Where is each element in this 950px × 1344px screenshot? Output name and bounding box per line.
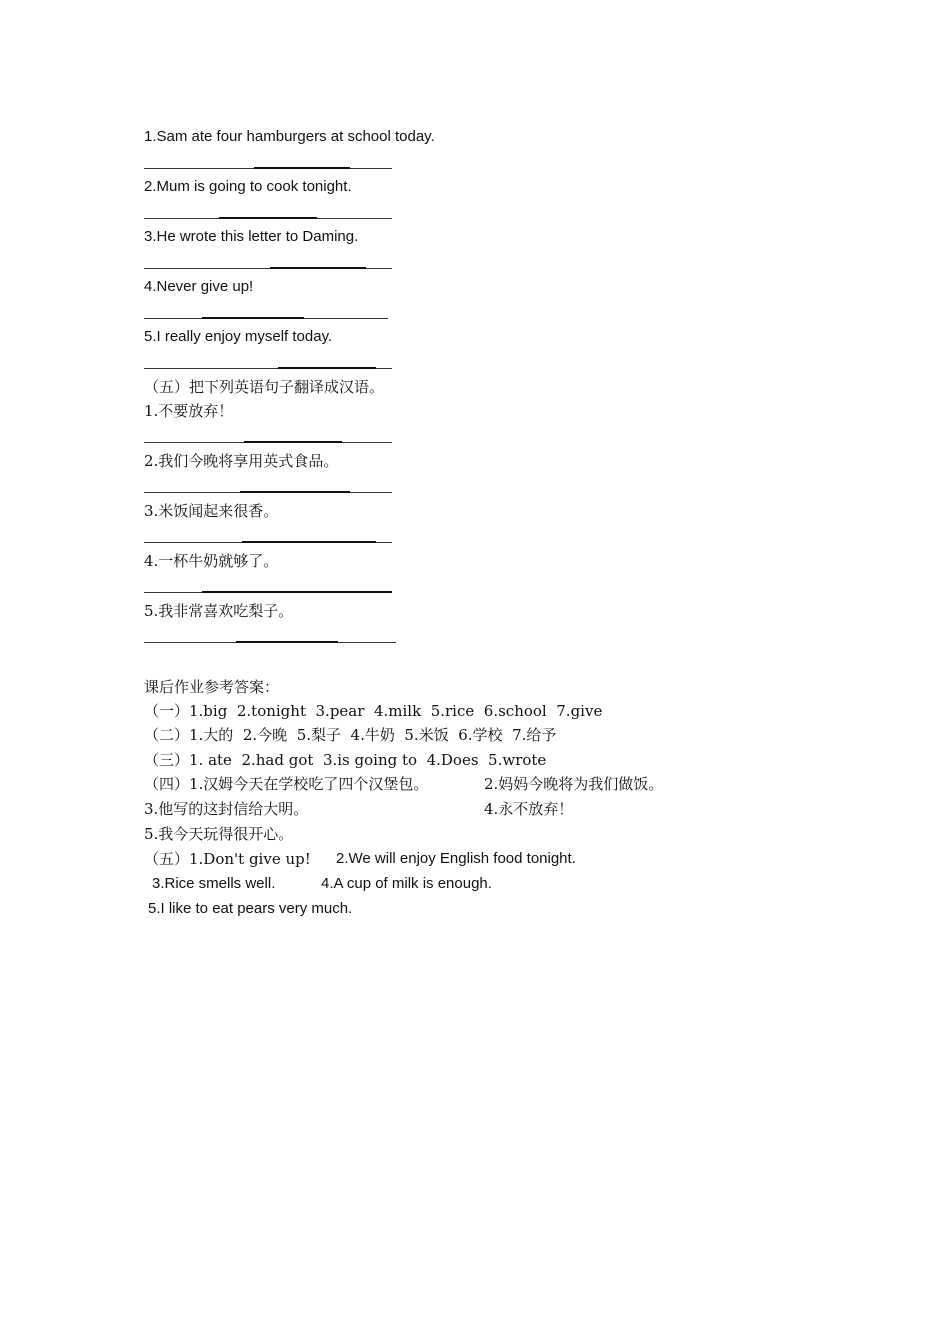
- translate-blank-4[interactable]: [144, 592, 392, 593]
- answers-part-5-item-5: 5.I like to eat pears very much.: [148, 900, 353, 917]
- answers-part-1: （一）1.big 2.tonight 3.pear 4.milk 5.rice 6.school 7.give: [144, 702, 603, 720]
- answer-blank-3[interactable]: [144, 268, 392, 269]
- translate-blank-3[interactable]: [144, 542, 392, 543]
- answers-part-5-item-4: 4.A cup of milk is enough.: [321, 875, 492, 892]
- answers-part-5-item-2: 2.We will enjoy English food tonight.: [336, 850, 576, 867]
- answer-blank-5[interactable]: [144, 368, 392, 369]
- answers-part-2: （二）1.大的 2.今晚 5.梨子 4.牛奶 5.米饭 6.学校 7.给予: [144, 726, 557, 744]
- translate-item-5: 5.我非常喜欢吃梨子。: [144, 602, 294, 620]
- translate-item-2: 2.我们今晚将享用英式食品。: [144, 452, 339, 470]
- translate-blank-5[interactable]: [144, 642, 396, 643]
- translate-item-3: 3.米饭闻起来很香。: [144, 502, 279, 520]
- exercise-item-3: 3.He wrote this letter to Daming.: [144, 228, 359, 245]
- answers-part-4-item-3: 3.他写的这封信给大明。: [144, 800, 309, 818]
- answer-blank-2[interactable]: [144, 218, 392, 219]
- answers-part-4-item-4: 4.永不放弃！: [484, 800, 574, 818]
- exercise-item-2: 2.Mum is going to cook tonight.: [144, 178, 352, 195]
- answers-part-4-item-5: 5.我今天玩得很开心。: [144, 825, 294, 843]
- answer-blank-1[interactable]: [144, 168, 392, 169]
- translate-item-1: 1.不要放弃！: [144, 402, 234, 420]
- translate-blank-1[interactable]: [144, 442, 392, 443]
- answers-part-5-item-1: （五）1.Don't give up!: [144, 850, 311, 868]
- answers-part-4-item-1: （四）1.汉姆今天在学校吃了四个汉堡包。: [144, 775, 429, 793]
- translate-item-4: 4.一杯牛奶就够了。: [144, 552, 279, 570]
- answers-part-5-item-3: 3.Rice smells well.: [152, 875, 276, 892]
- section5-heading: （五）把下列英语句子翻译成汉语。: [144, 378, 385, 396]
- answers-heading: 课后作业参考答案：: [144, 678, 280, 696]
- exercise-item-1: 1.Sam ate four hamburgers at school today.: [144, 128, 435, 145]
- exercise-item-5: 5.I really enjoy myself today.: [144, 328, 333, 345]
- answers-part-4-item-2: 2.妈妈今晚将为我们做饭。: [484, 775, 664, 793]
- answers-part-3: （三）1. ate 2.had got 3.is going to 4.Does 5.wrote: [144, 751, 547, 769]
- translate-blank-2[interactable]: [144, 492, 392, 493]
- exercise-item-4: 4.Never give up!: [144, 278, 254, 295]
- answer-blank-4[interactable]: [144, 318, 388, 319]
